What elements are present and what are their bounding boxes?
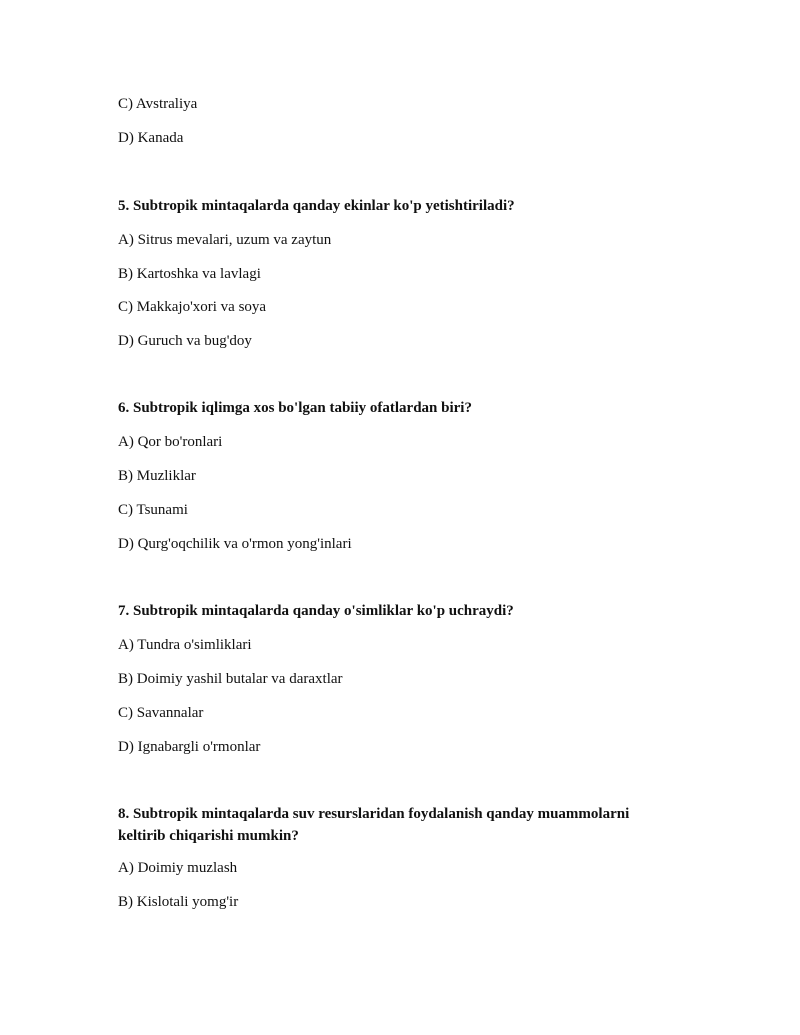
question-7-option-a: A) Tundra o'simliklari (118, 637, 252, 653)
question-5: 5. Subtropik mintaqalarda qanday ekinlar ko'p yetishtiriladi? (118, 198, 515, 214)
question-5-option-c: C) Makkajo'xori va soya (118, 299, 267, 315)
question-6-option-b: B) Muzliklar (118, 468, 196, 484)
option-c: C) Avstraliya (118, 96, 198, 112)
option-d: D) Kanada (118, 130, 184, 146)
question-6-option-a: A) Qor bo'ronlari (118, 434, 223, 450)
question-5-option-b: B) Kartoshka va lavlagi (118, 266, 261, 282)
question-8: 8. Subtropik mintaqalarda suv resurslaridan foydalanish qanday muammolarni keltirib chiqarishi mumkin? (118, 806, 630, 844)
question-6-option-d: D) Qurg'oqchilik va o'rmon yong'inlari (118, 536, 352, 552)
question-6: 6. Subtropik iqlimga xos bo'lgan tabiiy ofatlardan biri? (118, 400, 472, 416)
question-8-option-b: B) Kislotali yomg'ir (118, 894, 239, 910)
question-5-option-a: A) Sitrus mevalari, uzum va zaytun (118, 232, 332, 248)
question-8-option-a: A) Doimiy muzlash (118, 860, 238, 876)
question-7-option-d: D) Ignabargli o'rmonlar (118, 739, 261, 755)
question-7: 7. Subtropik mintaqalarda qanday o'simliklar ko'p uchraydi? (118, 603, 514, 619)
question-5-option-d: D) Guruch va bug'doy (118, 333, 252, 349)
question-7-option-c: C) Savannalar (118, 705, 204, 721)
question-7-option-b: B) Doimiy yashil butalar va daraxtlar (118, 671, 343, 687)
question-6-option-c: C) Tsunami (118, 502, 188, 518)
